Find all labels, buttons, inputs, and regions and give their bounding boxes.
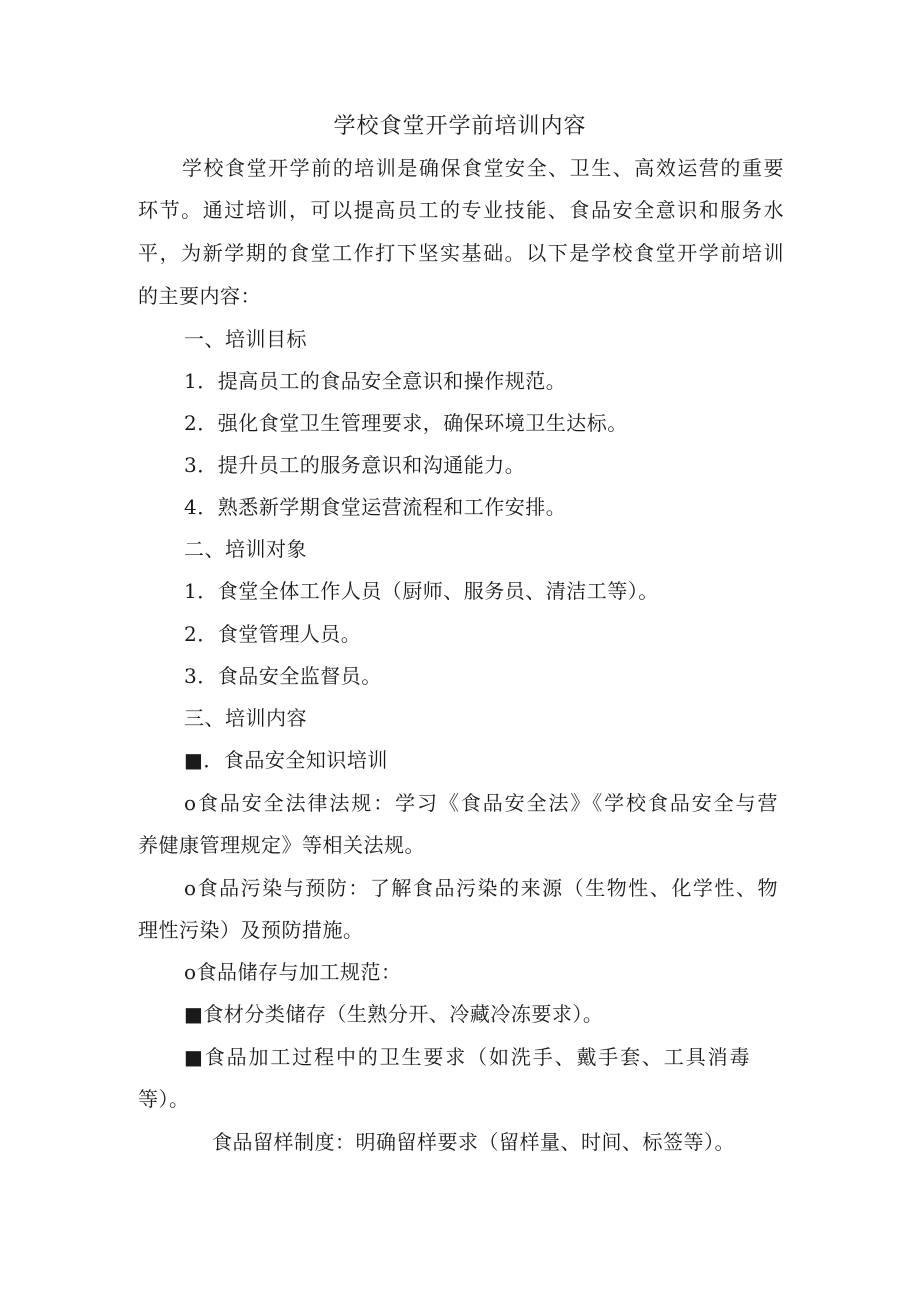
intro-line-1: 学校食堂开学前的培训是确保食堂安全、卫生、高效运营的重要 bbox=[182, 156, 784, 180]
section2-heading: 二、培训对象 bbox=[184, 537, 307, 561]
section1-item-1: 1．提高员工的食品安全意识和操作规范。 bbox=[184, 369, 567, 393]
section2-item-1: 1．食堂全体工作人员（厨师、服务员、清洁工等）。 bbox=[184, 579, 659, 603]
storage-item-2-line-1: ■食品加工过程中的卫生要求（如洗手、戴手套、工具消毒 bbox=[184, 1045, 750, 1069]
intro-line-3: 平，为新学期的食堂工作打下坚实基础。以下是学校食堂开学前培训 bbox=[138, 241, 784, 265]
intro-line-4: 的主要内容： bbox=[138, 284, 261, 308]
law-line-1: o食品安全法律法规：学习《食品安全法》《学校食品安全与营 bbox=[184, 791, 778, 815]
pollution-line-1: o食品污染与预防：了解食品污染的来源（生物性、化学性、物 bbox=[184, 876, 778, 900]
section1-item-3: 3．提升员工的服务意识和沟通能力。 bbox=[184, 453, 526, 477]
sample-rule: 食品留样制度：明确留样要求（留样量、时间、标签等）。 bbox=[212, 1130, 735, 1154]
document-title: 学校食堂开学前培训内容 bbox=[333, 114, 587, 139]
intro-line-2: 环节。通过培训，可以提高员工的专业技能、食品安全意识和服务水 bbox=[138, 198, 784, 222]
section3-heading: 三、培训内容 bbox=[184, 706, 307, 730]
section1-item-4: 4．熟悉新学期食堂运营流程和工作安排。 bbox=[184, 495, 567, 519]
section1-heading: 一、培训目标 bbox=[184, 327, 307, 351]
law-line-2: 养健康管理规定》等相关法规。 bbox=[138, 833, 425, 857]
section3-subheading: ■．食品安全知识培训 bbox=[184, 748, 388, 772]
section2-item-3: 3．食品安全监督员。 bbox=[184, 664, 382, 688]
section2-item-2: 2．食堂管理人员。 bbox=[184, 622, 362, 646]
pollution-line-2: 理性污染）及预防措施。 bbox=[138, 918, 364, 942]
section1-item-2: 2．强化食堂卫生管理要求，确保环境卫生达标。 bbox=[184, 411, 628, 435]
storage-heading: o食品储存与加工规范： bbox=[184, 960, 402, 984]
storage-item-1: ■食材分类储存（生熟分开、冷藏冷冻要求）。 bbox=[184, 1002, 604, 1026]
storage-item-2-line-2: 等）。 bbox=[138, 1087, 190, 1111]
